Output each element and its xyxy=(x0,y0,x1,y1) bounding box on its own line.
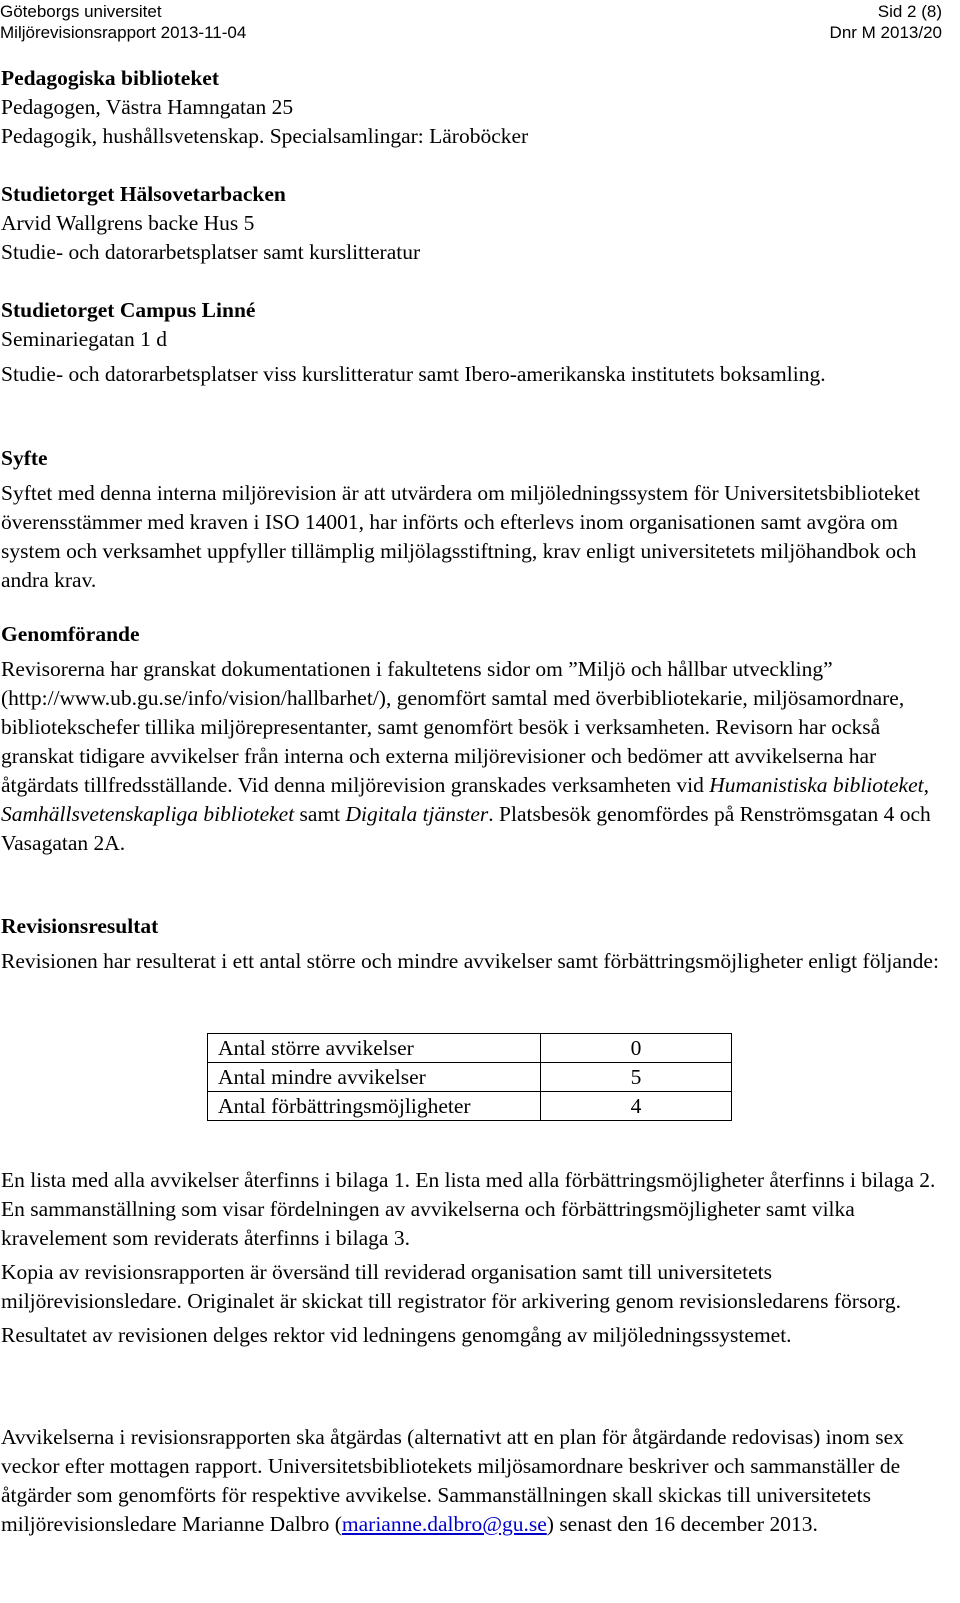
library-description: Studie- och datorarbetsplatser samt kurslitteratur xyxy=(1,240,421,264)
header-page-number: Sid 2 (8) xyxy=(877,2,942,21)
results-paragraphs xyxy=(1,1166,951,1350)
section-genomforande xyxy=(1,620,951,858)
library-description: Studie- och datorarbetsplatser viss kurslitteratur samt Ibero-amerikanska institutets boksamling. xyxy=(1,362,826,386)
header-dnr: Dnr M 2013/20 xyxy=(829,23,942,42)
table-cell-value: 4 xyxy=(541,1092,732,1121)
library-name: Pedagogiska biblioteket xyxy=(1,66,220,90)
library-description: Pedagogik, hushållsvetenskap. Specialsamlingar: Läroböcker xyxy=(1,124,529,148)
library-pedagogiska xyxy=(1,64,951,151)
library-address: Seminariegatan 1 d xyxy=(1,327,167,351)
library-address: Arvid Wallgrens backe Hus 5 xyxy=(1,211,255,235)
table-cell-value: 0 xyxy=(541,1034,732,1063)
results-table xyxy=(207,1033,732,1121)
table-cell-label: Antal större avvikelser xyxy=(208,1034,541,1063)
library-name: Studietorget Hälsovetarbacken xyxy=(1,182,286,206)
section-paragraph: Revisionen har resulterat i ett antal större och mindre avvikelser samt förbättringsmöjligheter enligt följande: xyxy=(1,949,939,973)
section-heading: Revisionsresultat xyxy=(1,914,159,938)
header-line-1 xyxy=(0,1,942,23)
table-row xyxy=(208,1034,732,1063)
header-line-2 xyxy=(0,22,942,44)
section-atgarder xyxy=(1,1423,951,1539)
table-row xyxy=(208,1063,732,1092)
library-name: Studietorget Campus Linné xyxy=(1,298,256,322)
library-address: Pedagogen, Västra Hamngatan 25 xyxy=(1,95,294,119)
table-cell-label: Antal förbättringsmöjligheter xyxy=(208,1092,541,1121)
section-paragraph: Revisorerna har granskat dokumentationen i fakultetens sidor om ”Miljö och hållbar utveckling” (http://www.ub.gu.se/info/vision/hallbarhet/), genomfört samtal med överbibliotekarie, miljösamordnare, bibliotekschefer tillika miljörepresentanter, samt genomfört besök i verksamheten. Revisorn har också granskat tidigare avvikelser från interna och externa miljörevisioner och bedömer att avvikelserna har åtgärdats tillfredsställande. Vid denna miljörevision granskades verksamheten vid Humanistiska biblioteket, Samhällsvetenskapliga biblioteket samt Digitala tjänster. Platsbesök genomfördes på Renströmsgatan 4 och Vasagatan 2A. xyxy=(1,657,931,855)
header-org: Göteborgs universitet xyxy=(0,2,162,21)
section-paragraph: Avvikelserna i revisionsrapporten ska åtgärdas (alternativt att en plan för åtgärdande redovisas) inom sex veckor efter mottagen rapport. Universitetsbibliotekets miljösamordnare beskriver och sammanställer de åtgärder som genomförts för respektive avvikelse. Sammanställningen skall skickas till universitetets miljörevisionsledare Marianne Dalbro (marianne.dalbro@gu.se) senast den 16 december 2013. xyxy=(1,1425,904,1536)
library-halsovetarbacken xyxy=(1,180,951,267)
section-heading: Syfte xyxy=(1,446,48,470)
section-syfte xyxy=(1,444,951,595)
library-reference: Humanistiska biblioteket xyxy=(709,773,924,797)
library-reference: Digitala tjänster xyxy=(345,802,489,826)
library-reference: Samhällsvetenskapliga biblioteket xyxy=(1,802,295,826)
section-paragraph: Kopia av revisionsrapporten är översänd till reviderad organisation samt till universitetets miljörevisionsledare. Originalet är skickat till registrator för arkivering genom revisionsledarens försorg. xyxy=(1,1260,901,1313)
section-revisionsresultat xyxy=(1,912,951,976)
section-paragraph: Syftet med denna interna miljörevision är att utvärdera om miljöledningssystem för Universitetsbiblioteket överensstämmer med kraven i ISO 14001, har införts och efterlevs inom organisationen samt avgöra om system och verksamhet uppfyller tillämplig miljölagsstiftning, krav enligt universitetets miljöhandbok och andra krav. xyxy=(1,481,920,592)
email-link[interactable]: marianne.dalbro@gu.se xyxy=(341,1512,547,1536)
section-paragraph: En lista med alla avvikelser återfinns i bilaga 1. En lista med alla förbättringsmöjligheter återfinns i bilaga 2. En sammanställning som visar fördelningen av avvikelserna och förbättringsmöjligheter samt vilka kravelement som reviderats återfinns i bilaga 3. xyxy=(1,1168,936,1250)
section-heading: Genomförande xyxy=(1,622,140,646)
table-cell-value: 5 xyxy=(541,1063,732,1092)
table-cell-label: Antal mindre avvikelser xyxy=(208,1063,541,1092)
table-row xyxy=(208,1092,732,1121)
header-report: Miljörevisionsrapport 2013-11-04 xyxy=(0,23,247,42)
section-paragraph: Resultatet av revisionen delges rektor vid ledningens genomgång av miljöledningssystemet. xyxy=(1,1323,792,1347)
library-campus-linne xyxy=(1,296,951,389)
